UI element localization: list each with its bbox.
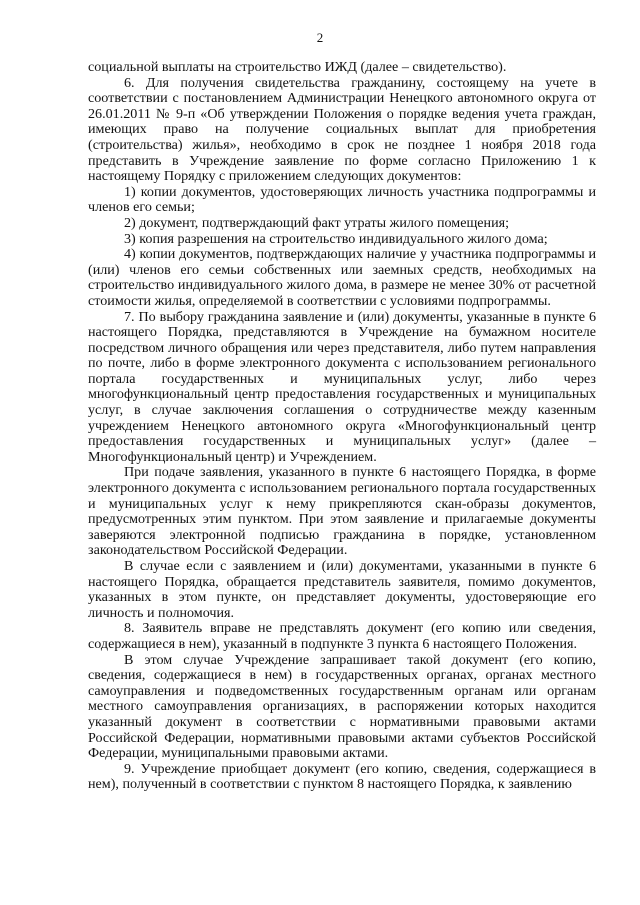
paragraph-subitem-4: 4) копии документов, подтверждающих наличие у участника подпрограммы и (или) членов его семьи собственных или заемных средств, необходимых на строительство индивидуального жилого дома, в размере не менее 30% от расчетной стоимости жилья, определяемой в соответствии с условиями подпрограммы. bbox=[88, 246, 596, 309]
paragraph-representative: В случае если с заявлением и (или) документами, указанными в пункте 6 настоящего Порядка, обращается представитель заявителя, помимо документов, указанных в этом пункте, он представляет документы, удостоверяющие его личность и полномочия. bbox=[88, 558, 596, 621]
paragraph-request-documents: В этом случае Учреждение запрашивает такой документ (его копию, сведения, содержащиеся в нем) в государственных органах, органах местного самоуправления и подведомственных государственным органам или органам местного самоуправления организациях, в распоряжении которых находится указанный документ в соответствии с нормативными правовыми актами Российской Федерации, нормативными правовыми актами субъектов Российской Федерации, муниципальными правовыми актами. bbox=[88, 651, 596, 762]
paragraph-subitem-1: 1) копии документов, удостоверяющих личность участника подпрограммы и членов его семьи; bbox=[88, 183, 596, 216]
paragraph-continuation: социальной выплаты на строительство ИЖД (далее – свидетельство). bbox=[88, 59, 507, 75]
paragraph-item-8: 8. Заявитель вправе не представлять документ (его копию или сведения, содержащиеся в нем), указанный в подпункте 3 пункта 6 настоящего Положения. bbox=[88, 620, 596, 652]
paragraph-item-6: 6. Для получения свидетельства гражданину, состоящему на учете в соответствии с постановлением Администрации Ненецкого автономного округа от 26.01.2011 № 9-п «Об утверждении Положения о порядке ведения учета граждан, имеющих право на получение социальных выплат для приобретения (строительства) жилья», необходимо в срок не позднее 1 ноября 2018 года представить в Учреждение заявление по форме согласно Приложению 1 к настоящему Порядку с приложением следующих документов: bbox=[88, 74, 596, 185]
paragraph-subitem-3: 3) копия разрешения на строительство индивидуального жилого дома; bbox=[124, 230, 548, 247]
paragraph-electronic-submission: При подаче заявления, указанного в пункте 6 настоящего Порядка, в форме электронного документа с использованием регионального портала государственных и муниципальных услуг к нему прикрепляются скан-образы документов, предусмотренных этим пунктом. При этом заявление и прилагаемые документы заверяются электронной подписью гражданина в порядке, установленном законодательством Российской Федерации. bbox=[88, 464, 596, 559]
page-number: 2 bbox=[316, 30, 324, 45]
paragraph-item-9: 9. Учреждение приобщает документ (его копию, сведения, содержащиеся в нем), полученный в соответствии с пунктом 8 настоящего Порядка, к заявлению bbox=[88, 760, 596, 793]
document-body bbox=[88, 60, 596, 793]
paragraph-item-7: 7. По выбору гражданина заявление и (или) документы, указанные в пункте 6 настоящего Порядка, представляются в Учреждение на бумажном носителе посредством личного обращения или через представителя, либо путем направления по почте, либо в форме электронного документа с использованием регионального портала государственных и муниципальных услуг, либо через многофункциональный центр предоставления государственных и муниципальных услуг, в случае заключения соглашения о сотрудничестве между казенным учреждением Ненецкого автономного округа «Многофункциональный центр предоставления государственных и муниципальных услуг» (далее – Многофункциональный центр) и Учреждением. bbox=[88, 308, 596, 465]
paragraph-subitem-2: 2) документ, подтверждающий факт утраты жилого помещения; bbox=[124, 214, 510, 231]
